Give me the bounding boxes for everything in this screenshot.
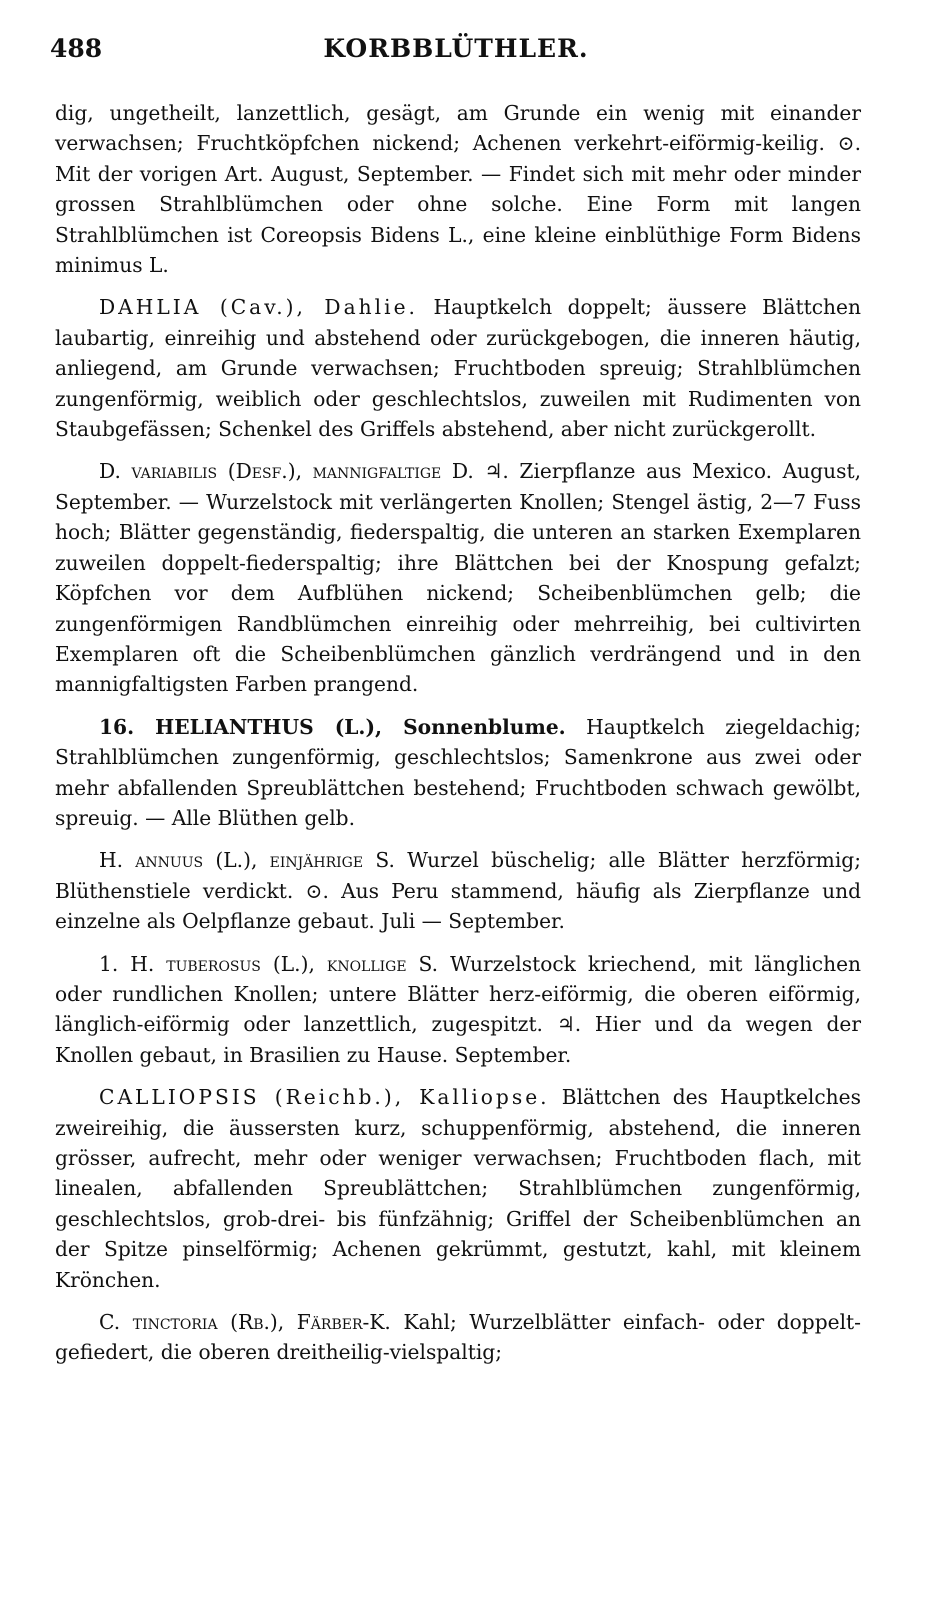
paragraph-dahlia [55,292,861,444]
paragraph-helianthus-tuberosus [55,949,861,1071]
genus-heading-dahlia: DAHLIA (Cav.), Dahlie. [99,295,418,320]
body-text [55,98,861,1368]
paragraph-calliopsis-tinctoria [55,1307,861,1368]
species-heading-calliopsis-tinctoria: C. tinctoria (Rb.), Färber-K. [99,1310,391,1335]
paragraph-text: ♃. Zierpflanze aus Mexico. August, September. — Wurzelstock mit verlängerten Knollen; Stengel ästig, 2—7 Fuss hoch; Blätter gegenständig, fiederspaltig, die unteren an starken Exemplaren zuweilen doppelt-fiederspaltig; ihre Blättchen bei der Knospung gefalzt; Köpfchen vor dem Aufblühen nickend; Scheibenblümchen gelb; die zungenförmigen Randblümchen einreihig oder mehrreihig, bei cultivirten Exemplaren oft die Scheibenblümchen gänzlich verdrängend und in den mannigfaltigsten Farben prangend. [55,459,861,697]
species-heading-dahlia-variabilis: D. variabilis (Desf.), mannigfaltige D. [99,459,474,484]
page-number: 488 [50,34,103,63]
page-header [50,34,862,74]
paragraph-text: Wurzel büschelig; alle Blätter herzförmig; Blüthenstiele verdickt. ⊙. Aus Peru stammend, häufig als Zierpflanze und einzelne als Oelpflanze gebaut. Juli — September. [55,848,861,934]
paragraph-text: Hauptkelch ziegeldachig; Strahlblümchen zungenförmig, geschlechtslos; Samenkrone aus zwei oder mehr abfallenden Spreublättchen bestehend; Fruchtboden schwach gewölbt, spreuig. — Alle Blüthen gelb. [55,714,862,830]
paragraph-text: dig, ungetheilt, lanzettlich, gesägt, am Grunde ein wenig mit einander verwachsen; Fruchtköpfchen nickend; Achenen verkehrt-eiförmig-keilig. ⊙. Mit der vorigen Art. August, September. — Findet sich mit mehr oder minder grossen Strahlblümchen oder ohne solche. Eine Form mit langen Strahlblümchen ist Coreopsis Bidens L., eine kleine einblüthige Form Bidens minimus L. [55,101,861,278]
paragraph-dahlia-variabilis [55,456,861,699]
paragraph-bidens-continuation [55,98,861,280]
running-title: KORBBLÜTHLER. [323,34,589,63]
paragraph-text: Wurzelstock kriechend, mit länglichen oder rundlichen Knollen; untere Blätter herz-eiförmig, die oberen eiförmig, länglich-eiförmig oder lanzettlich, zugespitzt. ♃. Hier und da wegen der Knollen gebaut, in Brasilien zu Hause. September. [55,951,862,1067]
genus-heading-calliopsis: CALLIOPSIS (Reichb.), Kalliopse. [99,1085,550,1110]
paragraph-calliopsis [55,1082,861,1295]
paragraph-text: Hauptkelch doppelt; äussere Blättchen laubartig, einreihig und abstehend oder zurückgebogen, die inneren häutig, anliegend, am Grunde verwachsen; Fruchtboden spreuig; Strahlblümchen zungenförmig, weiblich oder geschlechtslos, zuweilen mit Rudimenten von Staubgefässen; Schenkel des Griffels abstehend, aber nicht zurückgerollt. [55,295,861,442]
species-heading-helianthus-annuus: H. annuus (L.), einjährige S. [99,848,395,873]
paragraph-text: Blättchen des Hauptkelches zweireihig, die äussersten kurz, schuppenförmig, abstehend, die inneren grösser, aufrecht, mehr oder weniger verwachsen; Fruchtboden flach, mit linealen, abfallenden Spreublättchen; Strahlblümchen zungenförmig, geschlechtslos, grob-drei- bis fünfzähnig; Griffel der Scheibenblümchen an der Spitze pinselförmig; Achenen gekrümmt, gestutzt, kahl, mit kleinem Krönchen. [55,1085,861,1292]
paragraph-helianthus-annuus [55,845,861,936]
species-heading-helianthus-tuberosus: 1. H. tuberosus (L.), knollige S. [99,951,439,976]
paragraph-helianthus [55,712,861,834]
paragraph-text: Kahl; Wurzelblätter einfach- oder doppelt-gefiedert, die oberen dreitheilig-vielspaltig; [55,1310,861,1365]
genus-heading-helianthus: 16. HELIANTHUS (L.), Sonnenblume. [99,714,566,739]
